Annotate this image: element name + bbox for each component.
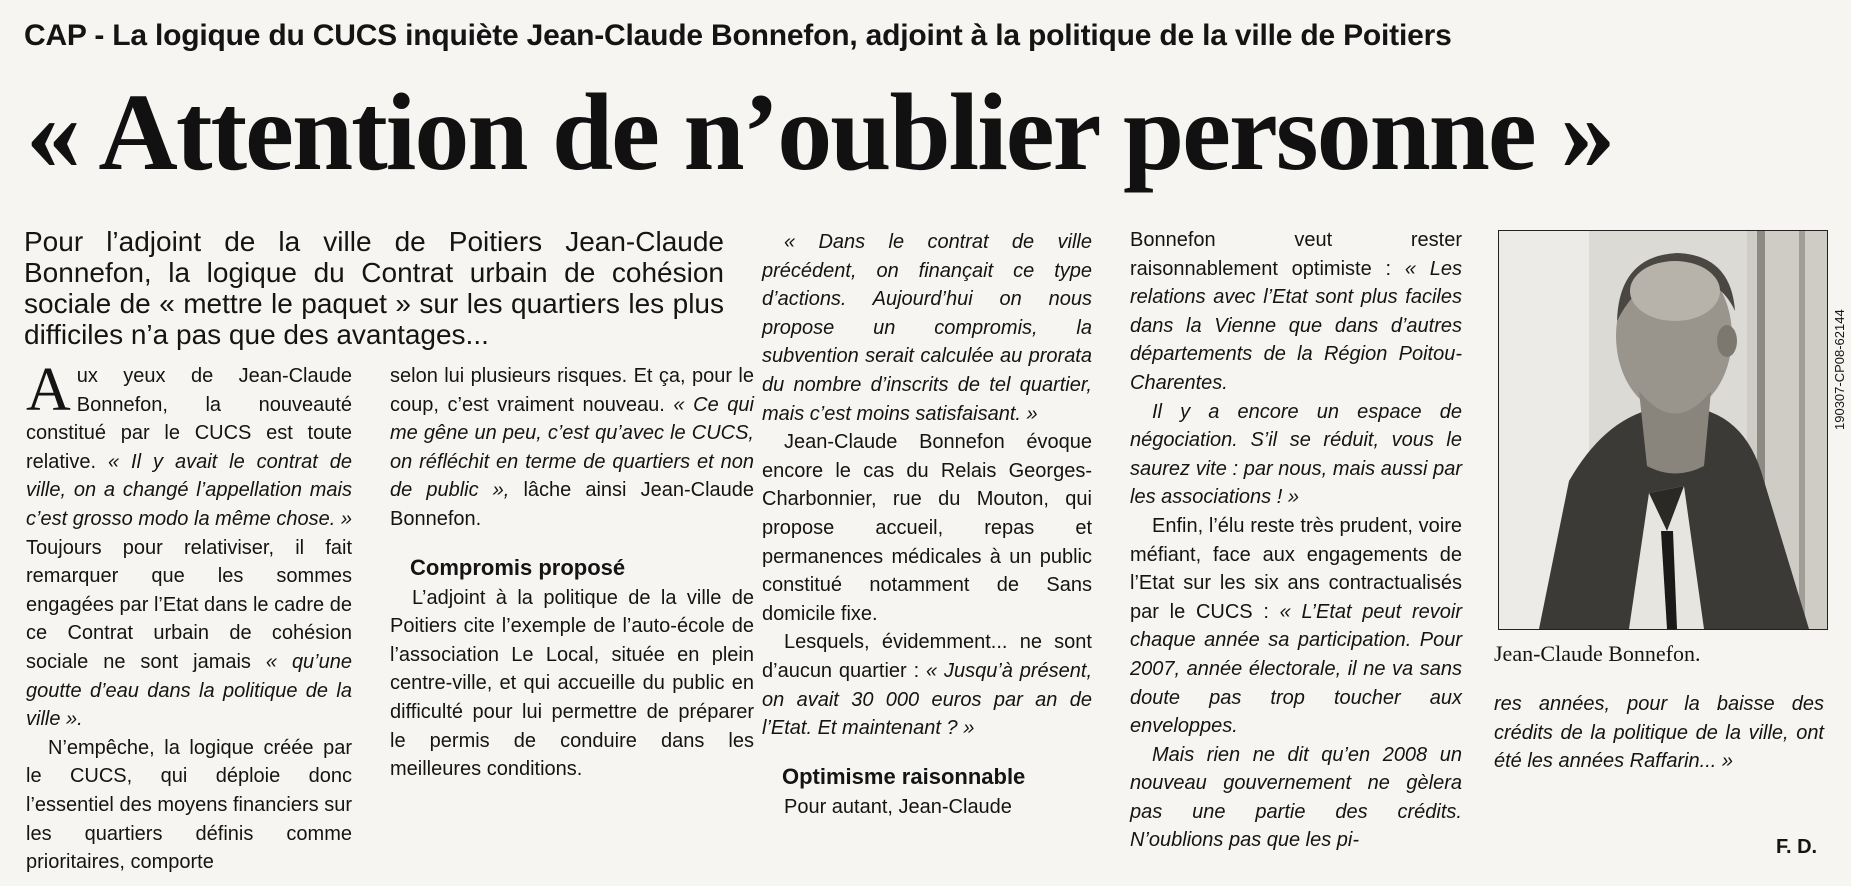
quote: « Il y avait le contrat de ville, on a changé l’appellation mais c’est grosso modo la même chose. » — [26, 450, 352, 530]
headline: « Attention de n’oublier personne » — [26, 71, 1614, 193]
paragraph — [762, 628, 1092, 742]
column-4 — [1130, 226, 1462, 855]
paragraph — [1130, 398, 1462, 512]
quote: Mais rien ne dit qu’en 2008 un nouveau gouvernement ne gèlera pas une partie des crédits. N’oublions pas que les pi- — [1130, 743, 1462, 852]
photo-credit: 190307-CP08-62144 — [1832, 309, 1847, 430]
quote: res années, pour la baisse des crédits de la politique de la ville, ont été les années Raffarin... » — [1494, 693, 1824, 773]
quote: « Jusqu’à présent, on avait 30 000 euros par an de l’Etat. Et maintenant ? » — [762, 659, 1093, 740]
paragraph: N’empêche, la logique créée par le CUCS, qui déploie donc l’essentiel des moyens financiers sur les quartiers définis comme prioritaires, comporte — [26, 736, 352, 874]
text: Bonnefon veut rester raisonnablement optimiste : — [1130, 229, 1462, 280]
paragraph — [1494, 690, 1824, 776]
paragraph — [1130, 512, 1462, 741]
paragraph — [26, 356, 352, 734]
author-signature: F. D. — [1776, 836, 1818, 858]
quote: « qu’une goutte d’eau dans la politique de la ville ». — [26, 650, 352, 731]
text: lâche ainsi Jean-Claude Bonnefon. — [390, 479, 755, 530]
column-1 — [26, 356, 352, 877]
paragraph: L’adjoint à la politique de la ville de Poitiers cite l’exemple de l’auto-école de l’association Le Local, située en plein centre-ville, et qui accueille du public en difficulté pour lui permettre de préparer le permis de conduire dans les meilleures conditions. — [390, 586, 754, 781]
column-3 — [762, 228, 1092, 821]
standfirst: Pour l’adjoint de la ville de Poitiers Jean-Claude Bonnefon, la logique du Contrat urbain de cohésion sociale de « mettre le paquet » sur les quartiers les plus difficiles n’a pas que des avantages... — [24, 226, 724, 350]
text: Enfin, l’élu reste très prudent, voire méfiant, face aux engagements de l’Etat sur les six ans contractualisés par le CUCS : — [1130, 514, 1462, 623]
subheading: Optimisme raisonnable — [782, 763, 1026, 789]
photo-caption: Jean-Claude Bonnefon. — [1494, 641, 1701, 666]
quote: « Ce qui me gêne un peu, c’est qu’avec le CUCS, on réfléchit en terme de quartiers et non de public », — [390, 393, 754, 502]
quote: « Dans le contrat de ville précédent, on finançait ce type d’actions. Aujourd’hui on nous propose un compromis, la subvention serait calculée au prorata du nombre d’inscrits de tel quartier, mais c’est moins satisfaisant. » — [762, 231, 1092, 425]
text: selon lui plusieurs risques. Et ça, pour le coup, c’est vraiment nouveau. — [390, 365, 754, 416]
paragraph: Pour autant, Jean-Claude — [784, 795, 1012, 818]
paragraph — [1130, 226, 1462, 398]
text: Toujours pour relativiser, il fait remarquer que les sommes engagées par l’Etat dans le cadre de ce Contrat urbain de cohésion sociale ne sont jamais — [26, 536, 352, 673]
paragraph — [762, 228, 1092, 428]
text: Lesquels, évidemment... ne sont d’aucun quartier : — [762, 631, 1092, 682]
paragraph — [1130, 741, 1462, 855]
column-5 — [1494, 690, 1824, 776]
quote: Il y a encore un espace de négociation. S’il se réduit, vous le saurez vite : par nous, mais aussi par les associations ! » — [1130, 400, 1462, 509]
kicker: CAP - La logique du CUCS inquiète Jean-Claude Bonnefon, adjoint à la politique de la ville de Poitiers — [24, 19, 1452, 52]
drop-cap: A — [26, 356, 71, 424]
paragraph: Jean-Claude Bonnefon évoque encore le cas du Relais Georges-Charbonnier, rue du Mouton, qui propose accueil, repas et permanences médicales à un public constitué notamment de Sans domicile fixe. — [762, 431, 1092, 625]
portrait-photo — [1498, 230, 1828, 630]
subheading: Compromis proposé — [410, 554, 626, 580]
quote: « Les relations avec l’Etat sont plus faciles dans la Vienne que dans d’autres départements de la Région Poitou-Charentes. — [1130, 257, 1462, 394]
text: ux yeux de Jean-Claude Bonnefon, la nouveauté constitué par le CUCS est toute relative. — [26, 365, 352, 473]
column-2 — [390, 362, 754, 784]
portrait-image — [1499, 231, 1827, 629]
quote: « L’Etat peut revoir chaque année sa participation. Pour 2007, année électorale, il ne va sans doute pas trop toucher aux enveloppes. — [1130, 600, 1462, 738]
paragraph — [390, 362, 754, 534]
